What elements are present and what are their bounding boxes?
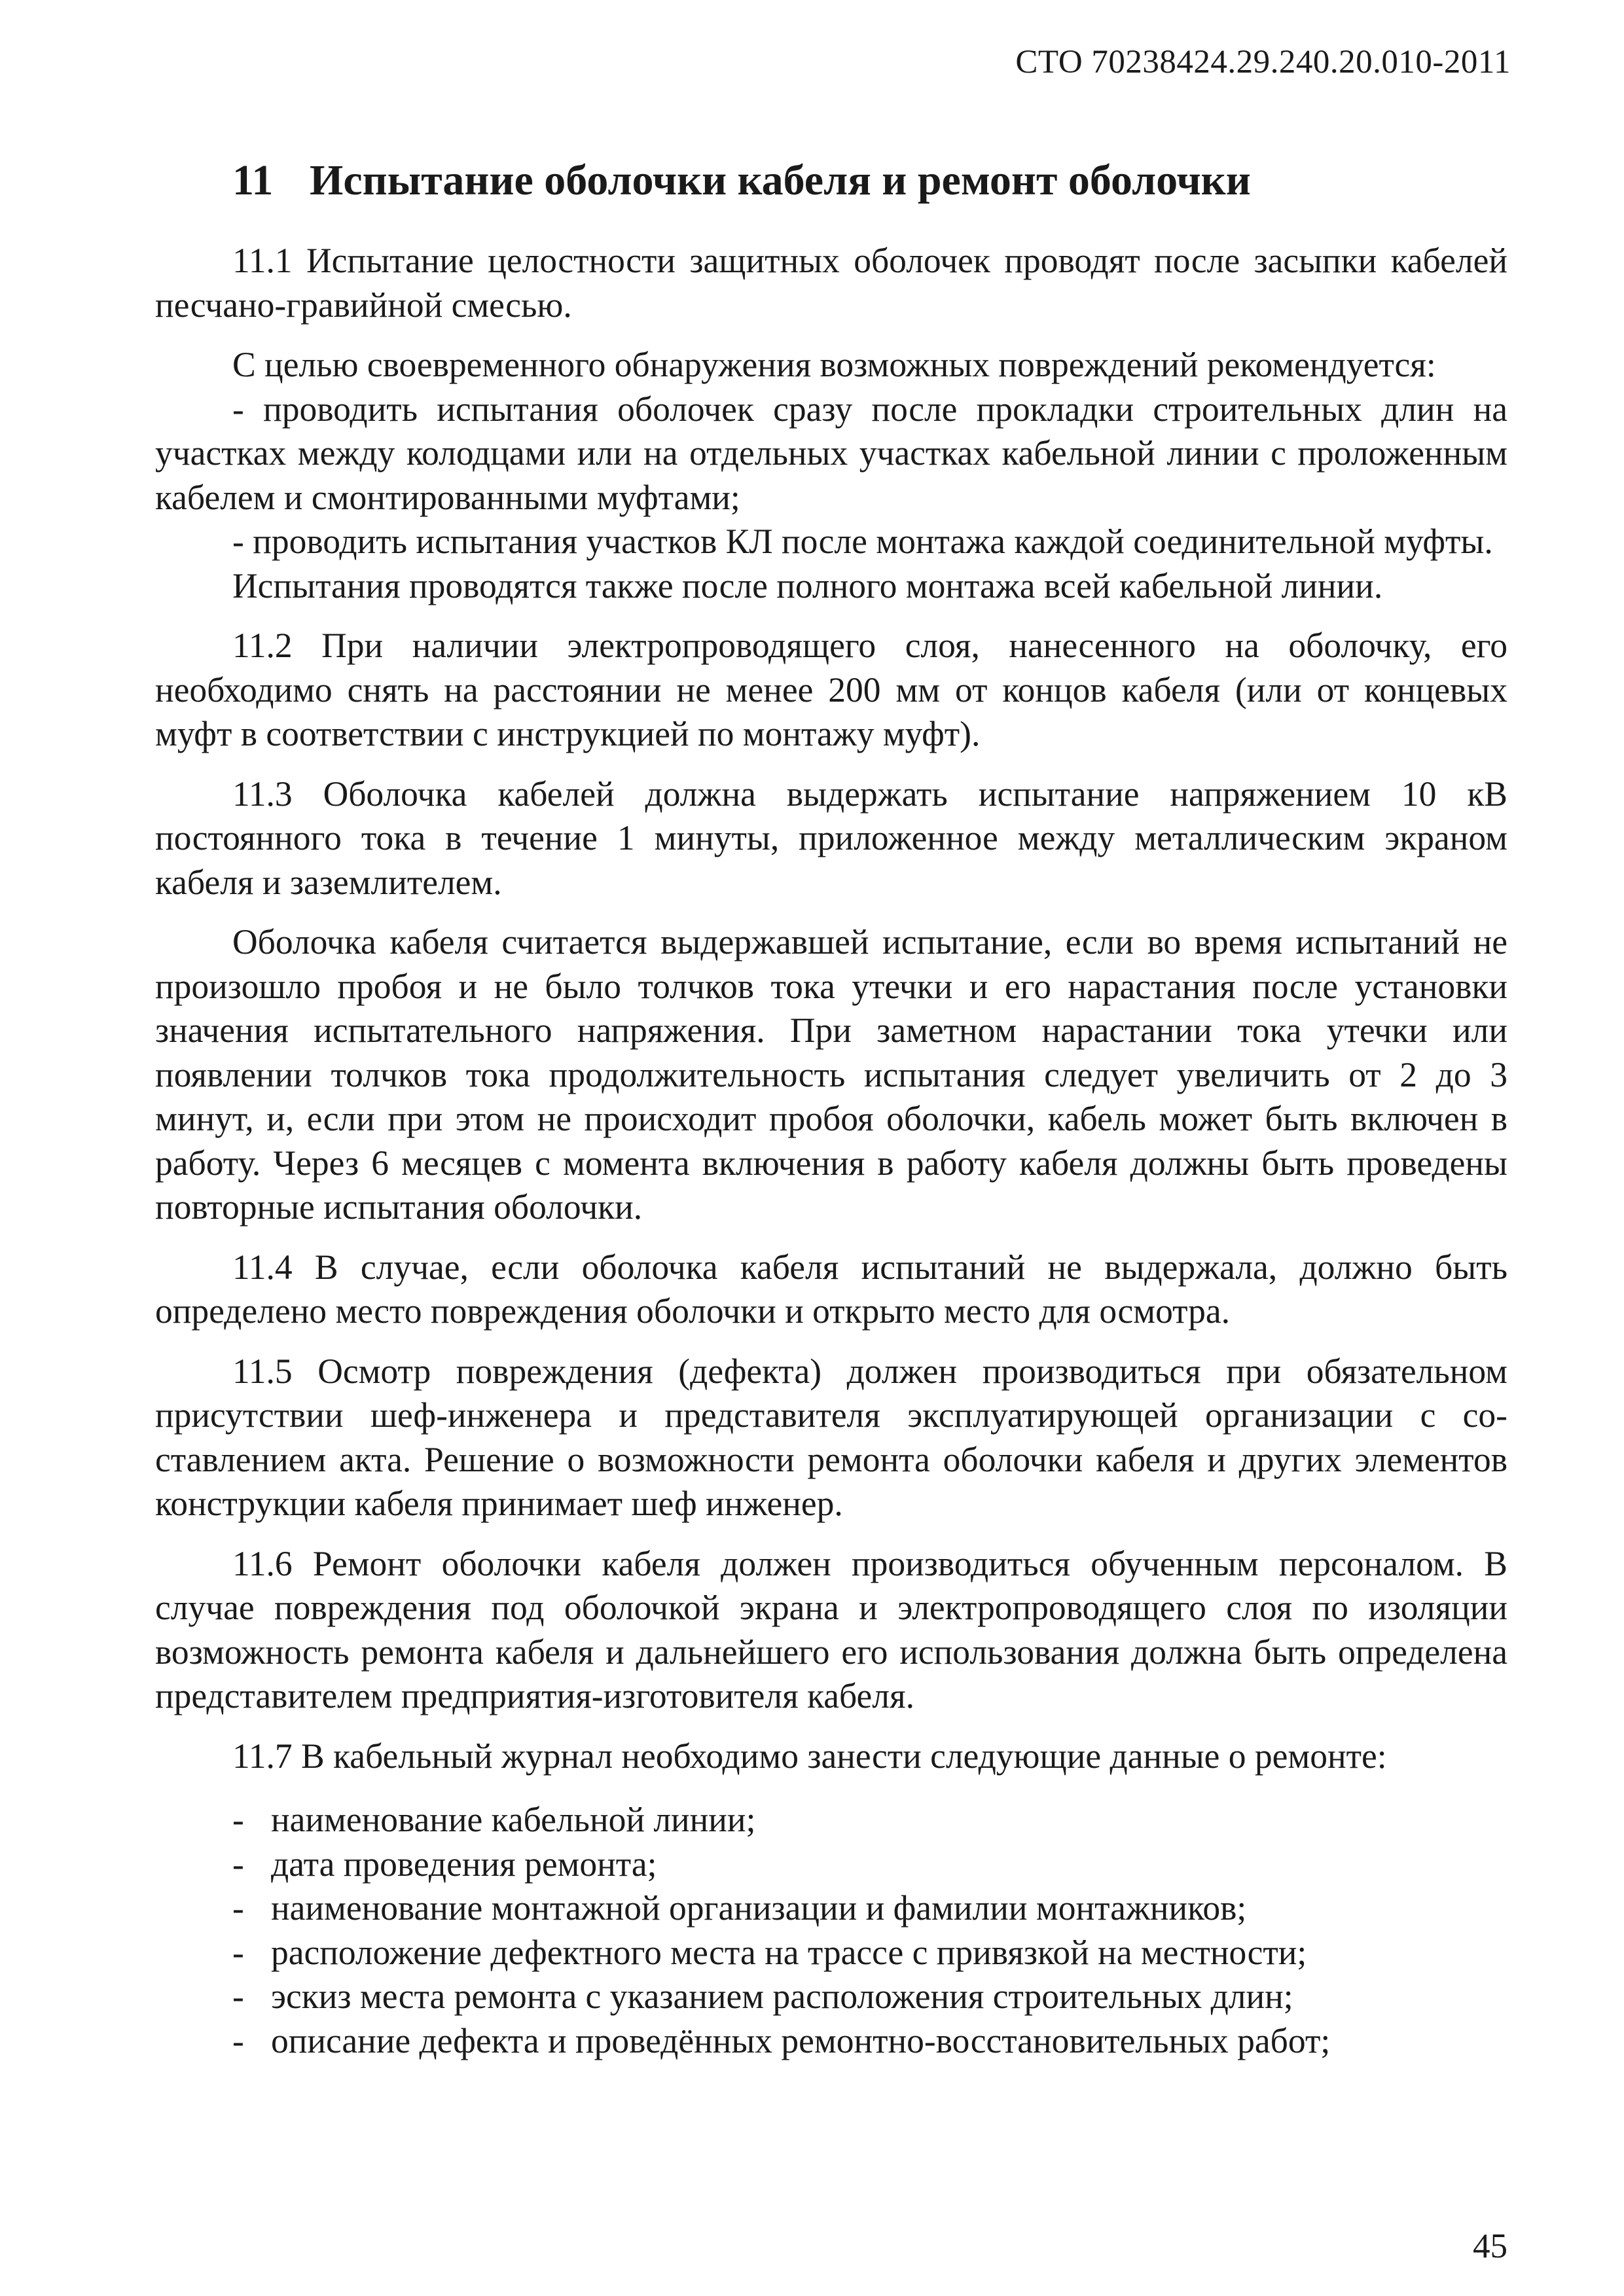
list-item-text: наименование кабельной линии; (271, 1800, 756, 1839)
paragraph-11-4: 11.4 В случае, если оболочка кабеля испытаний не выдержала, должно быть определено место повреждения оболочки и открыто место для осмотра. (155, 1247, 1507, 1331)
list-dash: - (232, 1977, 244, 2016)
list-dash: - (232, 1888, 244, 1928)
paragraph-11-3: 11.3 Оболочка кабелей должна выдержать испытание напряжением 10 кВ постоянного тока в течение 1 минуты, приложенное между металлическим экраном кабеля и заземлителем. (155, 774, 1507, 902)
list-dash: - (232, 1800, 244, 1839)
section-title-text: Испытание оболочки кабеля и ремонт оболочки (310, 156, 1251, 204)
document-body (155, 239, 1507, 2063)
paragraph-11-2: 11.2 При наличии электропроводящего слоя, нанесенного на оболочку, его необходимо снять на расстоянии не менее 200 мм от концов кабеля (или от концевых муфт в соответствии с инструкцией по монтажу муфт). (155, 626, 1507, 753)
page-number: 45 (1473, 2227, 1507, 2265)
paragraph-also: Испытания проводятся также после полного монтажа всей кабельной линии. (232, 565, 1383, 605)
paragraph-sheath-test: Оболочка кабеля считается выдержавшей испытание, если во время испытаний не произошло пробоя и не было толчков тока утечки и его нарастания после установки значения испытательного напряжения. При заметном нарастании тока утечки или появлении толчков тока продолжительность испытания следует увеличить от 2 до 3 минут, и, если при этом не происходит пробоя оболочки, кабель может быть включен в работу. Через 6 месяцев с момента включения в работу кабеля должны быть проведены повторные испытания оболочки. (155, 922, 1507, 1227)
document-code: СТО 70238424.29.240.20.010-2011 (1015, 44, 1511, 81)
paragraph-11-7: 11.7 В кабельный журнал необходимо занести следующие данные о ремонте: (232, 1736, 1387, 1776)
recommendation-item-1: - проводить испытания оболочек сразу после прокладки строительных длин на участках между колодцами или на отдельных участках кабельной линии с проложенным кабелем и смонтированными муфтами; (155, 389, 1507, 517)
list-item (155, 1931, 1507, 1975)
paragraph-11-6: 11.6 Ремонт оболочки кабеля должен производиться обученным персоналом. В случае повреждения под оболочкой экрана и электропроводящего слоя по изоляции возможность ремонта кабеля и дальнейшего его использования должна быть определена представителем предприятия-изготовителя кабеля. (155, 1543, 1507, 1715)
section-heading (232, 156, 1251, 206)
list-item-text: эскиз места ремонта с указанием расположения строительных длин; (271, 1977, 1293, 2016)
list-item (155, 1975, 1507, 2019)
list-dash: - (232, 1844, 244, 1884)
list-item-text: расположение дефектного места на трассе с привязкой на местности; (271, 1932, 1307, 1972)
list-item (155, 2019, 1507, 2064)
list-item (155, 1886, 1507, 1931)
section-number: 11 (232, 156, 274, 204)
repair-data-list (155, 1798, 1507, 2063)
list-dash: - (232, 2020, 244, 2060)
paragraph-purpose: С целью своевременного обнаружения возможных повреждений рекомендуется: (232, 345, 1436, 384)
list-item-text: описание дефекта и проведённых ремонтно-восстановительных работ; (271, 2020, 1331, 2060)
paragraph-11-5: 11.5 Осмотр повреждения (дефекта) должен производиться при обязательном присутствии шеф-инженера и представителя эксплуатирующей организации с составлением акта. Решение о возможности ремонта оболочки кабеля и других элементов конструкции кабеля принимает шеф инженер. (155, 1351, 1507, 1523)
list-dash: - (232, 1932, 244, 1972)
paragraph-11-1: 11.1 Испытание целостности защитных оболочек проводят после засыпки кабелей песчано-гравийной смесью. (155, 241, 1507, 325)
list-item-text: дата проведения ремонта; (271, 1844, 657, 1884)
list-item-text: наименование монтажной организации и фамилии монтажников; (271, 1888, 1247, 1928)
recommendation-item-2: - проводить испытания участков КЛ после монтажа каждой соединительной муфты. (232, 522, 1493, 561)
list-item (155, 1798, 1507, 1842)
list-item (155, 1842, 1507, 1887)
